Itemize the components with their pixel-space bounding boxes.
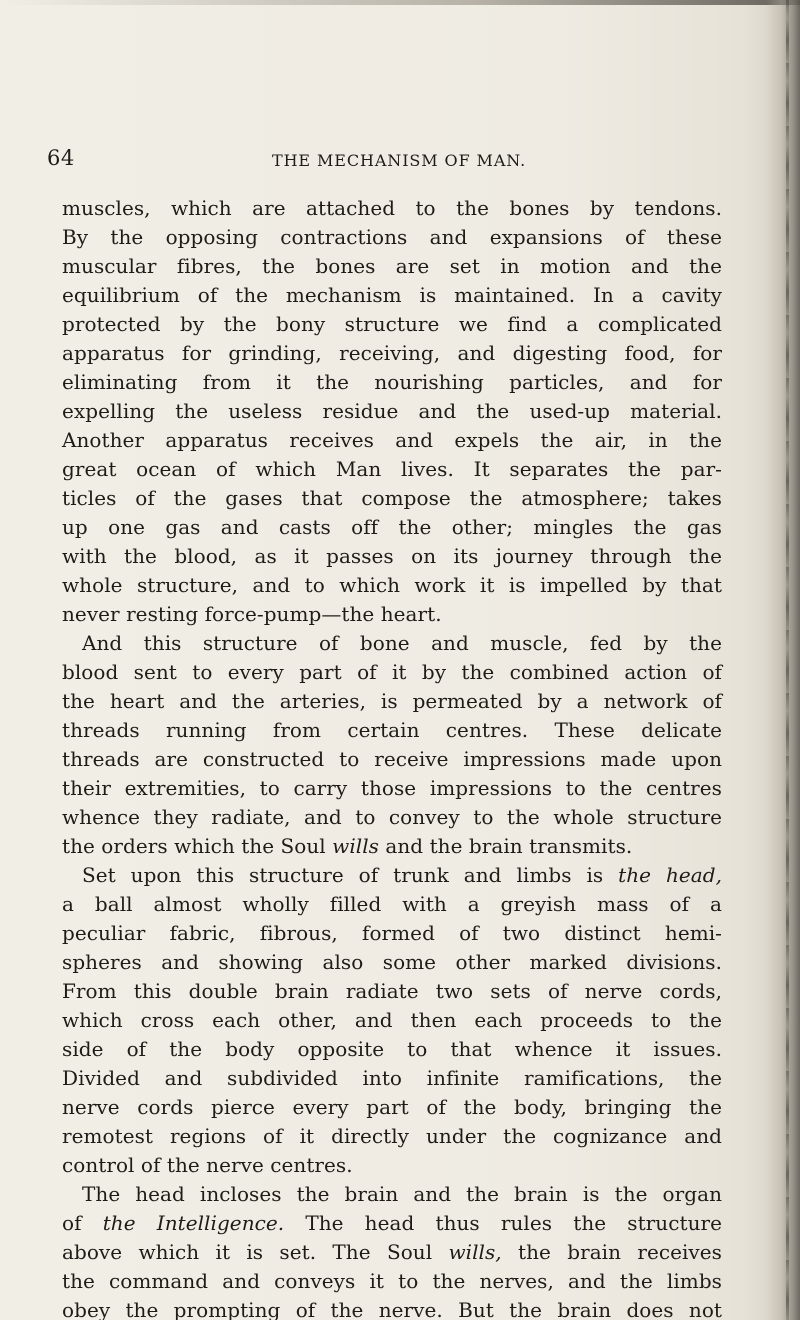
text-segment: equilibrium of the mechanism is maintained. In a cavity <box>62 283 722 307</box>
page-number: 64 <box>47 146 75 170</box>
body-text <box>62 194 722 1320</box>
text-line <box>62 832 722 861</box>
text-segment: whole structure, and to which work it is impelled by that <box>62 573 722 597</box>
text-segment: Another apparatus receives and expels the air, in the <box>62 428 722 452</box>
text-line <box>62 1064 722 1093</box>
text-segment: a ball almost wholly filled with a greyish mass of a <box>62 892 722 916</box>
text-line <box>62 426 722 455</box>
text-segment: the command and conveys it to the nerves, and the limbs <box>62 1269 722 1293</box>
text-line <box>62 600 722 629</box>
text-segment: of <box>62 1211 103 1235</box>
text-line <box>62 890 722 919</box>
text-line <box>62 1296 722 1320</box>
text-line <box>62 223 722 252</box>
text-line <box>62 339 722 368</box>
text-line <box>62 513 722 542</box>
text-line <box>62 948 722 977</box>
text-segment: The head thus rules the structure <box>284 1211 722 1235</box>
text-segment: By the opposing contractions and expansions of these <box>62 225 722 249</box>
text-line <box>62 1180 722 1209</box>
text-line <box>62 571 722 600</box>
text-segment: obey the prompting of the nerve. But the brain does not <box>62 1298 722 1320</box>
text-line <box>62 1006 722 1035</box>
text-line <box>62 1122 722 1151</box>
text-line <box>62 1267 722 1296</box>
text-line <box>62 1035 722 1064</box>
text-line <box>62 252 722 281</box>
text-segment: threads running from certain centres. These delicate <box>62 718 722 742</box>
text-line <box>62 803 722 832</box>
text-line <box>62 368 722 397</box>
text-segment: the brain receives <box>501 1240 722 1264</box>
text-line <box>62 484 722 513</box>
text-line <box>62 919 722 948</box>
text-segment: great ocean of which Man lives. It separates the par- <box>62 457 722 481</box>
text-line <box>62 977 722 1006</box>
text-line <box>62 397 722 426</box>
text-line <box>62 658 722 687</box>
text-segment: expelling the useless residue and the used-up material. <box>62 399 722 423</box>
text-segment: And this structure of bone and muscle, fed by the <box>82 631 722 655</box>
text-segment: the orders which the Soul <box>62 834 333 858</box>
text-line <box>62 774 722 803</box>
text-segment: peculiar fabric, fibrous, formed of two distinct hemi- <box>62 921 722 945</box>
text-segment: Divided and subdivided into infinite ramifications, the <box>62 1066 722 1090</box>
text-segment: above which it is set. The Soul <box>62 1240 449 1264</box>
text-segment: Set upon this structure of trunk and limbs is <box>82 863 619 887</box>
text-segment: the heart and the arteries, is permeated by a network of <box>62 689 722 713</box>
text-line <box>62 455 722 484</box>
text-segment: whence they radiate, and to convey to the whole structure <box>62 805 722 829</box>
text-segment: muscular fibres, the bones are set in motion and the <box>62 254 722 278</box>
text-segment: up one gas and casts off the other; mingles the gas <box>62 515 722 539</box>
page-edge-line <box>786 0 789 1320</box>
text-segment: nerve cords pierce every part of the body, bringing the <box>62 1095 722 1119</box>
italic-text: wills, <box>448 1240 502 1264</box>
text-line <box>62 861 722 890</box>
page-top-edge <box>0 0 800 5</box>
text-segment: threads are constructed to receive impressions made upon <box>62 747 722 771</box>
text-line <box>62 745 722 774</box>
text-segment: with the blood, as it passes on its journey through the <box>62 544 722 568</box>
running-head: THE MECHANISM OF MAN. <box>272 151 527 170</box>
text-line <box>62 687 722 716</box>
text-segment: From this double brain radiate two sets of nerve cords, <box>62 979 722 1003</box>
text-segment: their extremities, to carry those impressions to the centres <box>62 776 722 800</box>
text-line <box>62 1238 722 1267</box>
italic-text: the head, <box>618 863 722 887</box>
italic-text: the Intelligence. <box>102 1211 285 1235</box>
italic-text: wills <box>332 834 379 858</box>
text-segment: eliminating from it the nourishing particles, and for <box>62 370 722 394</box>
text-segment: The head incloses the brain and the brain is the organ <box>82 1182 722 1206</box>
text-line <box>62 1151 722 1180</box>
text-segment: muscles, which are attached to the bones by tendons. <box>62 196 722 220</box>
text-segment: side of the body opposite to that whence it issues. <box>62 1037 722 1061</box>
text-segment: spheres and showing also some other marked divisions. <box>62 950 722 974</box>
text-segment: never resting force-pump—the heart. <box>62 602 442 626</box>
text-line <box>62 310 722 339</box>
page-binding-shadow <box>766 0 800 1320</box>
text-line <box>62 716 722 745</box>
text-segment: apparatus for grinding, receiving, and digesting food, for <box>62 341 722 365</box>
text-segment: blood sent to every part of it by the combined action of <box>62 660 722 684</box>
text-segment: which cross each other, and then each proceeds to the <box>62 1008 722 1032</box>
text-segment: remotest regions of it directly under the cognizance and <box>62 1124 722 1148</box>
text-line <box>62 629 722 658</box>
text-segment: control of the nerve centres. <box>62 1153 353 1177</box>
text-line <box>62 542 722 571</box>
text-line <box>62 194 722 223</box>
text-segment: protected by the bony structure we find a complicated <box>62 312 722 336</box>
text-line <box>62 1209 722 1238</box>
text-segment: ticles of the gases that compose the atmosphere; takes <box>62 486 722 510</box>
text-line <box>62 1093 722 1122</box>
text-line <box>62 281 722 310</box>
text-segment: and the brain transmits. <box>379 834 633 858</box>
